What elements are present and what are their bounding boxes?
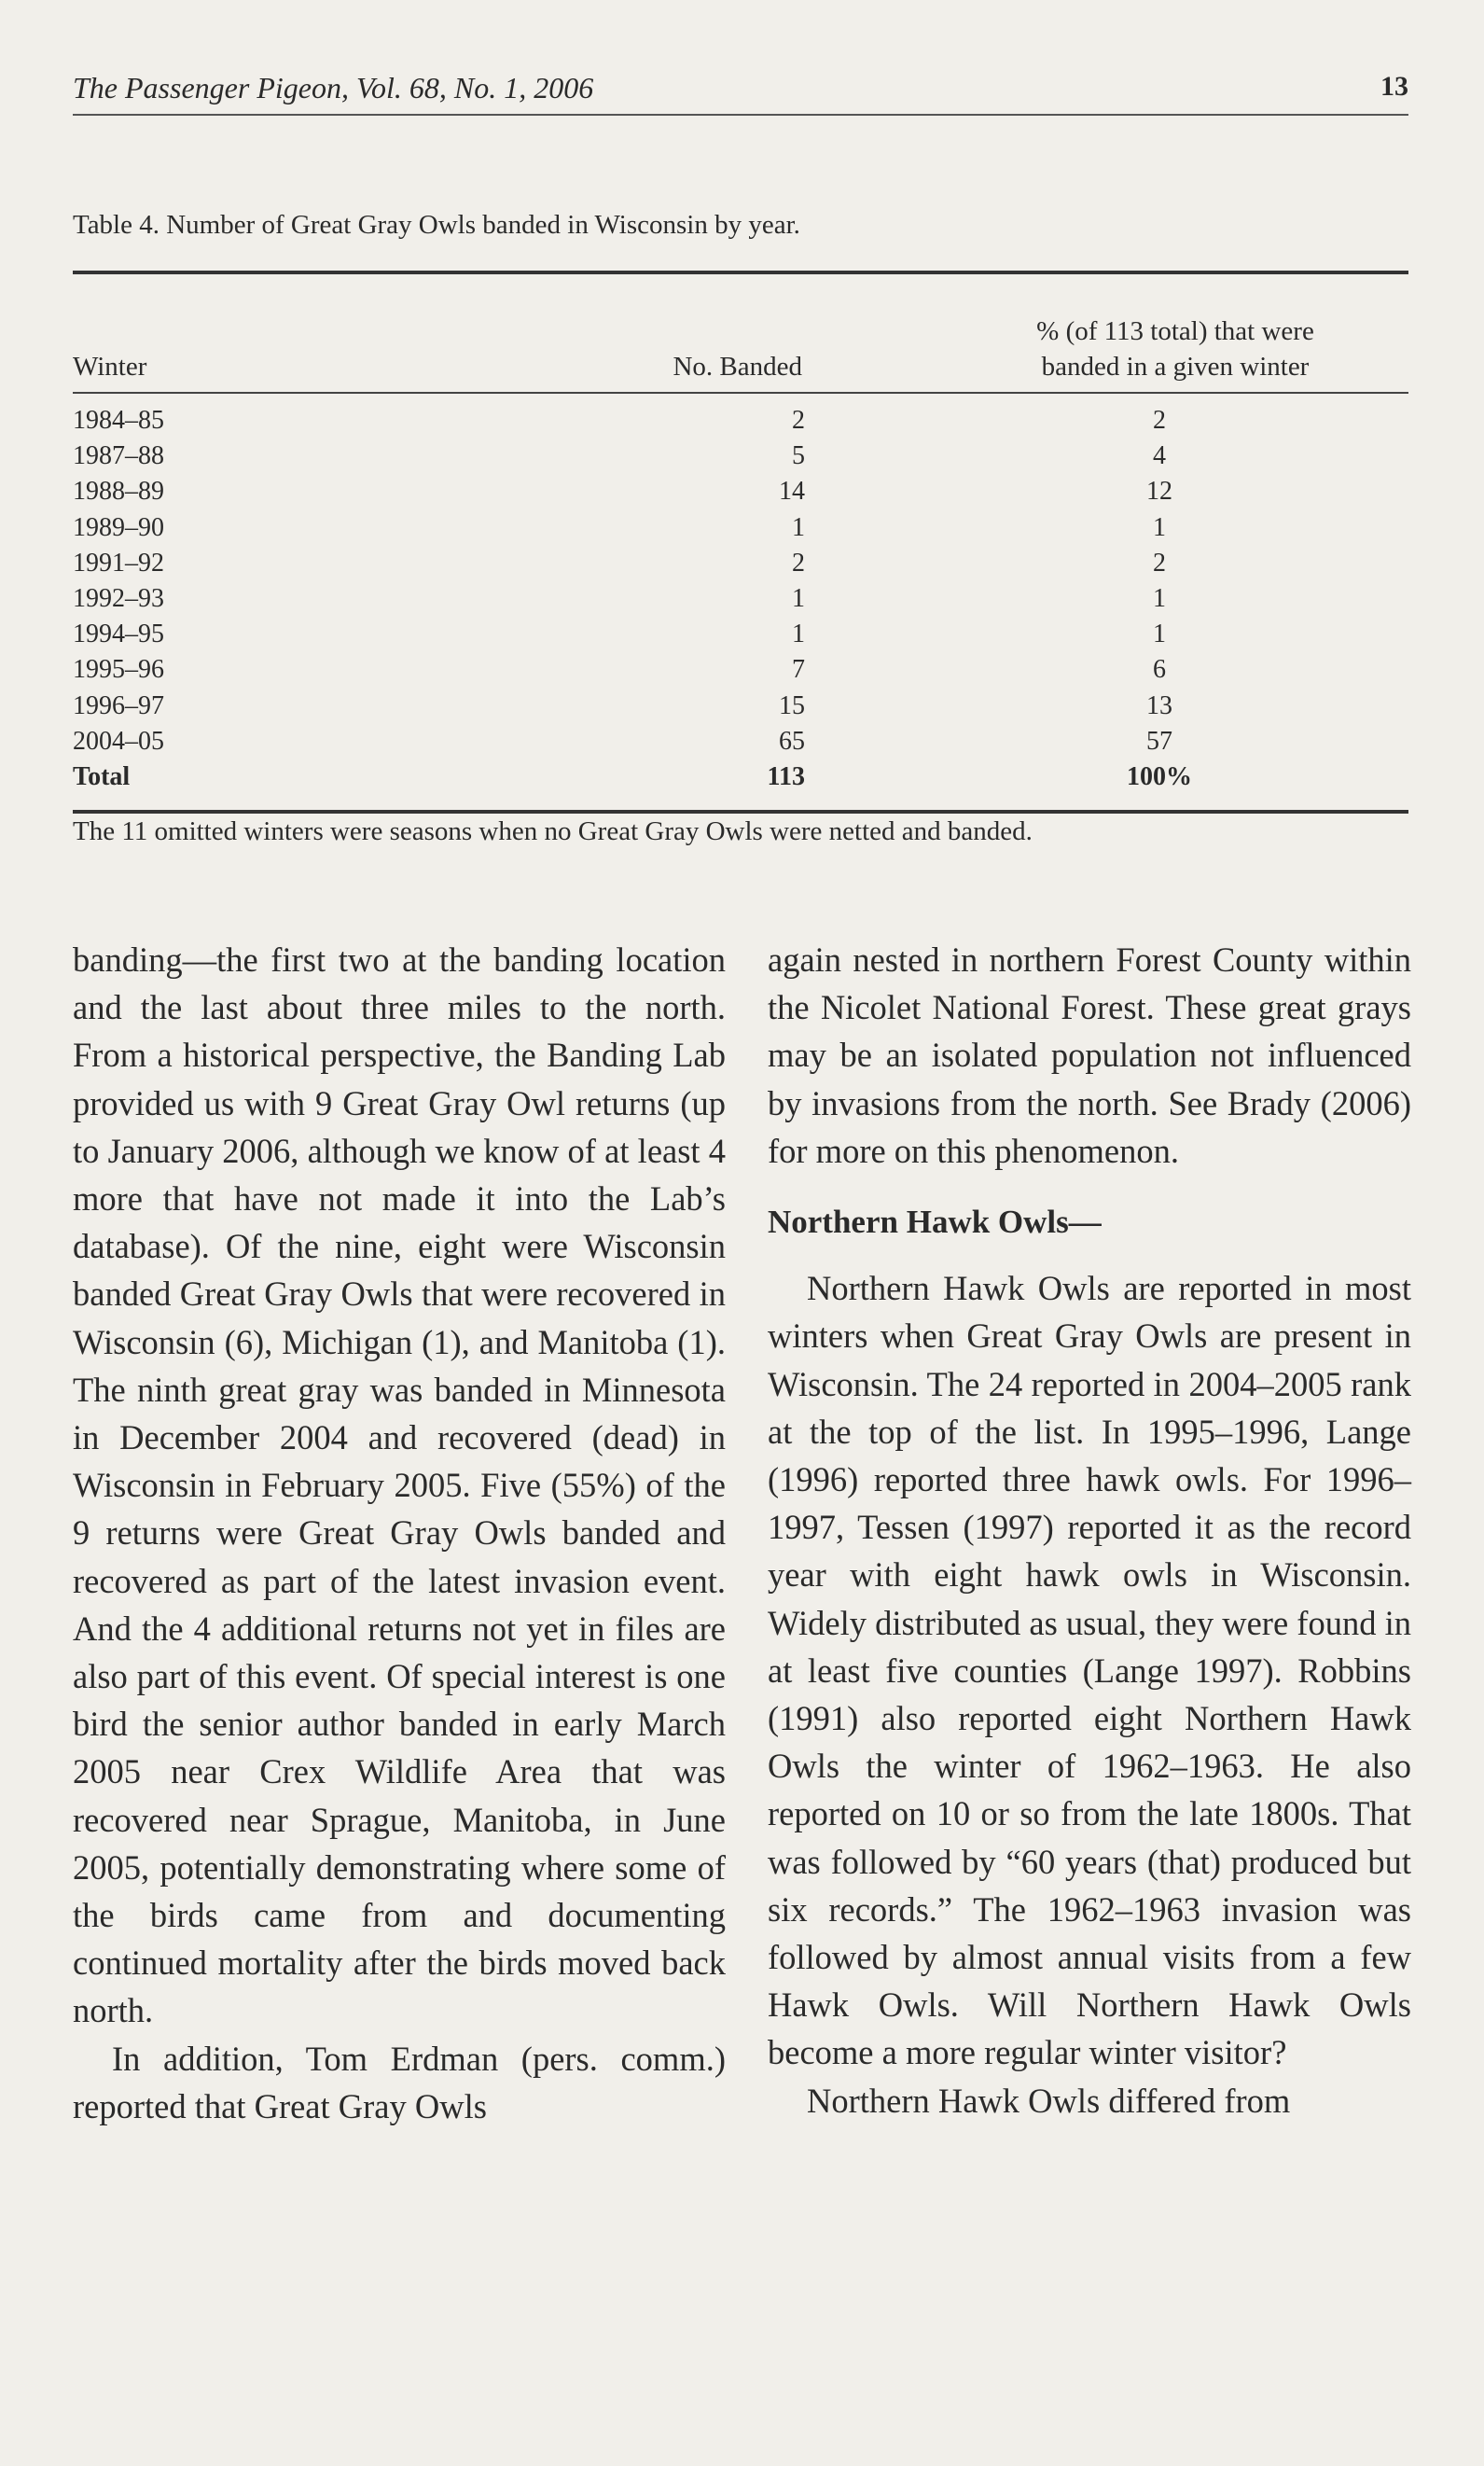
cell-winter: 1996–97 [73, 690, 164, 720]
table-row [73, 724, 1408, 759]
cell-banded: 2 [792, 406, 805, 435]
cell-banded: 1 [792, 512, 805, 542]
cell-percent: 12 [1146, 477, 1172, 507]
cell-banded: 2 [792, 548, 805, 578]
table-row [73, 546, 1408, 581]
body-column-left [73, 936, 726, 2130]
cell-winter: 1992–93 [73, 583, 164, 613]
cell-percent: 1 [1153, 583, 1166, 613]
cell-percent: 2 [1153, 406, 1166, 435]
page-number: 13 [1380, 71, 1408, 102]
cell-banded: 1 [792, 620, 805, 649]
cell-percent: 100% [1127, 761, 1192, 791]
column-header-percent [942, 313, 1408, 384]
cell-percent: 13 [1146, 690, 1172, 720]
paragraph: Northern Hawk Owls are reported in most winters when Great Gray Owls are present in Wisconsin. The 24 reported in 2004–2005 rank at the top of the list. In 1995–1996, Lange (1996) reported three hawk owls. For 1996–1997, Tessen (1997) reported it as the record year with eight hawk owls in Wisconsin. Widely distributed as usual, they were found in at least five counties (Lange 1997). Robbins (1991) also reported eight Northern Hawk Owls the winter of 1962–1963. He also reported on 10 or so from the late 1800s. That was followed by “60 years (that) produced but six records.” The 1962–1963 invasion was followed by almost annual visits from a few Hawk Owls. Will Northern Hawk Owls become a more regular winter visitor? [768, 1269, 1411, 2072]
cell-banded: 5 [792, 441, 805, 471]
body-column-right [768, 936, 1411, 2125]
table-footnote: The 11 omitted winters were seasons when no Great Gray Owls were netted and banded. [73, 816, 1033, 846]
table-row [73, 652, 1408, 688]
cell-winter: 1995–96 [73, 655, 164, 685]
table-row [73, 617, 1408, 652]
cell-banded: 14 [779, 477, 805, 507]
paragraph: banding—the first two at the banding location and the last about three miles to the north. From a historical perspective, the Banding Lab provided us with 9 Great Gray Owl returns (up to January 2006, although we know of at least 4 more that have not made it into the Lab’s database). Of the nine, eight were Wisconsin banded Great Gray Owls that were recovered in Wisconsin (6), Michigan (1), and Manitoba (1). The ninth great gray was banded in Minnesota in December 2004 and recovered (dead) in Wisconsin in February 2005. Five (55%) of the 9 returns were Great Gray Owls banded and recovered as part of the latest invasion event. And the 4 additional returns not yet in files are also part of this event. Of special interest is one bird the senior author banded in early March 2005 near Crex Wildlife Area that was recovered near Sprague, Manitoba, in June 2005, potentially demonstrating where some of the birds came from and documenting continued mortality after the birds moved back north. [73, 940, 726, 2030]
table-row [73, 403, 1408, 439]
paragraph: Northern Hawk Owls differed from [807, 2081, 1291, 2120]
cell-percent: 6 [1153, 655, 1166, 685]
table-total-row [73, 759, 1408, 795]
cell-winter: 1989–90 [73, 512, 164, 542]
cell-winter: 1987–88 [73, 441, 164, 471]
cell-percent: 4 [1153, 441, 1166, 471]
column-header-winter: Winter [73, 352, 147, 382]
cell-winter: 1991–92 [73, 548, 164, 578]
cell-percent: 57 [1146, 726, 1172, 756]
column-header-percent-line1: % (of 113 total) that were [1036, 316, 1314, 346]
table-top-rule [73, 271, 1408, 274]
section-heading: Northern Hawk Owls— [768, 1204, 1102, 1241]
cell-winter: 1984–85 [73, 406, 164, 435]
column-header-banded: No. Banded [673, 352, 802, 382]
table-header-rule [73, 392, 1408, 394]
cell-winter: 1988–89 [73, 477, 164, 507]
cell-banded: 113 [767, 761, 805, 791]
table-row [73, 581, 1408, 617]
paragraph: In addition, Tom Erdman (pers. comm.) reported that Great Gray Owls [73, 2039, 726, 2125]
cell-winter: Total [73, 761, 131, 791]
cell-winter: 2004–05 [73, 726, 164, 756]
paragraph: again nested in northern Forest County within the Nicolet National Forest. These great grays may be an isolated population not influenced by invasions from the north. See Brady (2006) for more on this phenomenon. [768, 940, 1411, 1170]
cell-banded: 1 [792, 583, 805, 613]
header-rule [73, 114, 1408, 116]
cell-banded: 15 [779, 690, 805, 720]
cell-percent: 1 [1153, 512, 1166, 542]
table-body [73, 403, 1408, 795]
cell-winter: 1994–95 [73, 620, 164, 649]
running-header [73, 71, 1408, 114]
table-row [73, 474, 1408, 509]
table-bottom-rule [73, 810, 1408, 814]
column-header-percent-line2: banded in a given winter [1041, 352, 1310, 382]
journal-title: The Passenger Pigeon, Vol. 68, No. 1, 2006 [73, 71, 594, 104]
table-row [73, 689, 1408, 724]
cell-banded: 65 [779, 726, 805, 756]
cell-percent: 2 [1153, 548, 1166, 578]
cell-percent: 1 [1153, 620, 1166, 649]
cell-banded: 7 [792, 655, 805, 685]
table-caption: Table 4. Number of Great Gray Owls banded in Wisconsin by year. [73, 210, 800, 240]
table-row [73, 510, 1408, 546]
table-row [73, 439, 1408, 474]
